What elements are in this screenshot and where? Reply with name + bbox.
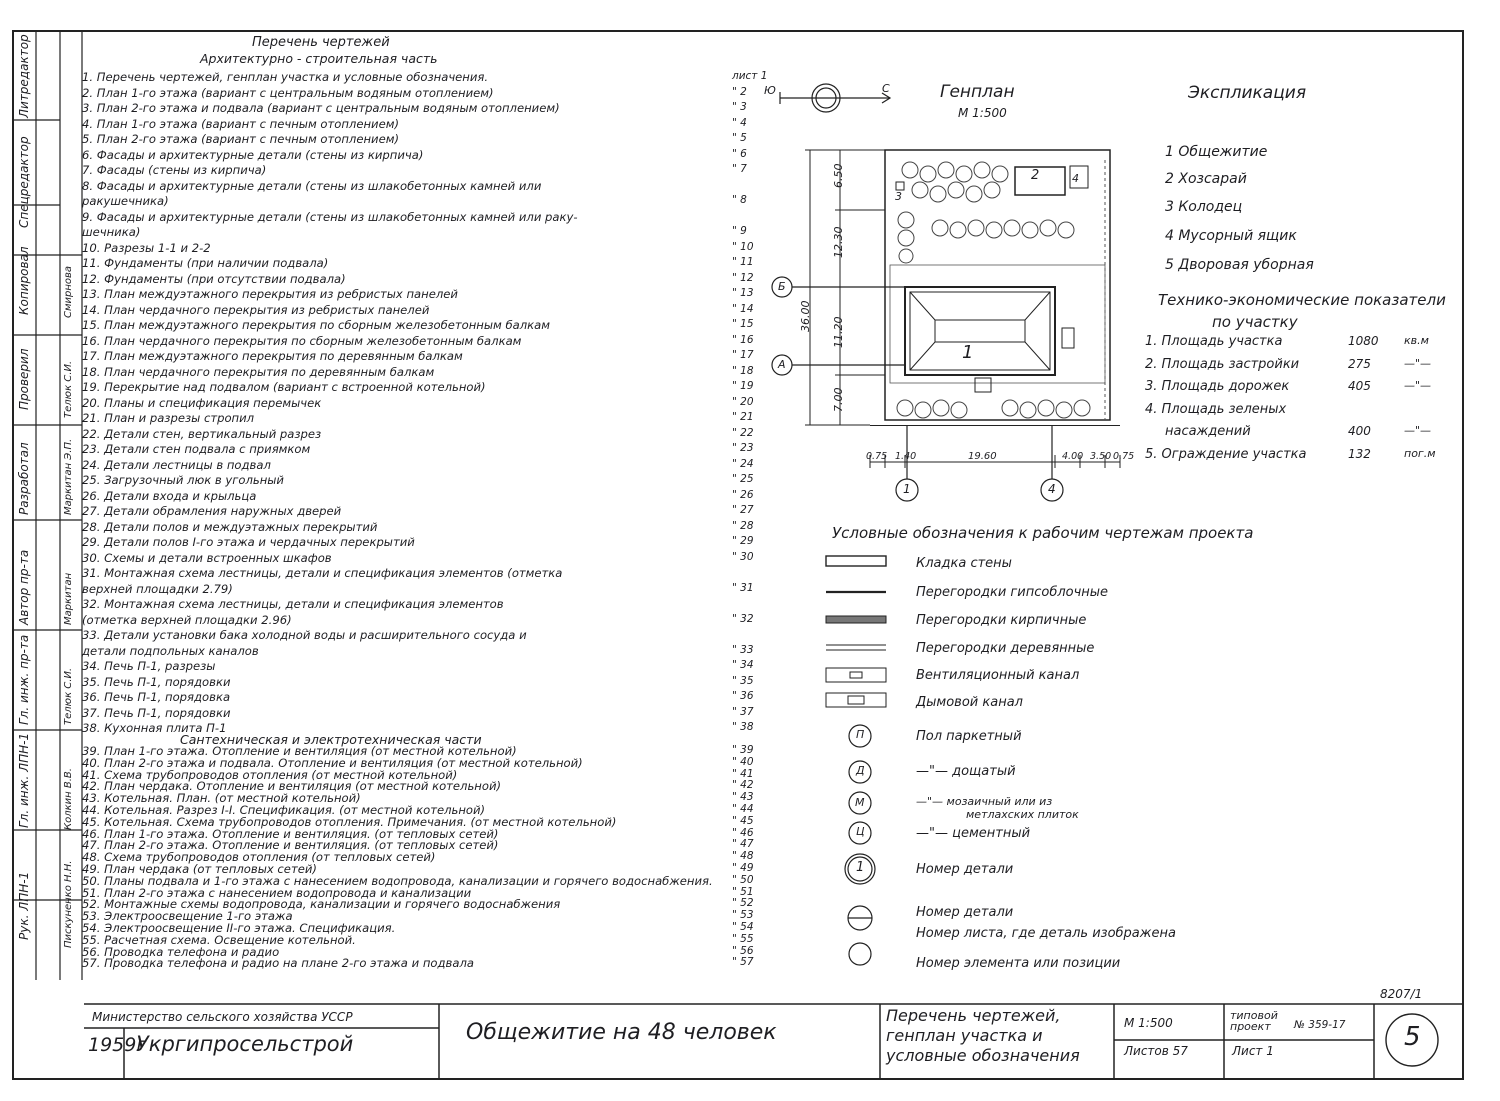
drawing-list-item-page: " 42 <box>732 779 754 792</box>
drawing-list-item <box>82 101 762 115</box>
tech-row-value: 400 <box>1348 424 1371 438</box>
tech-row-unit: —"— <box>1404 379 1432 392</box>
floor-label: —"— дощатый <box>916 764 1016 779</box>
drawing-list-item <box>82 70 768 84</box>
drawing-list-item-page: " 23 <box>732 442 754 454</box>
drawing-list-item-page: " 12 <box>732 271 754 284</box>
drawing-list-item-page: " 14 <box>732 302 754 315</box>
drawing-list-item-page: " 16 <box>732 333 754 346</box>
drawing-list-item-page: " 4 <box>732 116 747 129</box>
drawing-list-item-text: 22. Детали стен, вертикальный разрез <box>82 426 322 441</box>
drawing-list-item-page: " 38 <box>732 721 754 733</box>
floor-symbol: М <box>855 796 865 809</box>
drawing-list-item-text: 8. Фасады и архитектурные детали (стены из шлакобетонных камней или <box>82 178 542 193</box>
drawing-list-item-text: 50. Планы подвала и 1-го этажа с нанесением водопровода, канализации и горячего водоснабжения. <box>82 873 713 888</box>
dim-h-0: 0.75 <box>866 451 888 462</box>
drawing-list-item-page: " 33 <box>732 643 754 656</box>
drawing-list-item-page: " 40 <box>732 755 754 768</box>
explication-item: 5 Дворовая уборная <box>1165 257 1314 273</box>
drawing-list-item-page: " 53 <box>732 909 754 922</box>
drawing-list-item <box>82 551 762 565</box>
tech-row-unit: —"— <box>1404 424 1432 437</box>
drawing-list-item <box>82 458 762 472</box>
dim-v-3: 7.00 <box>832 387 845 412</box>
floor-label: метлахских плиток <box>966 808 1079 821</box>
genplan-scale: М 1:500 <box>958 106 1007 120</box>
drawing-list-item-text: 16. План чердачного перекрытия по сборным железобетонным балкам <box>82 333 522 348</box>
drawing-list-item <box>82 148 762 162</box>
drawing-list-item-text: 56. Проводка телефона и радио <box>82 944 280 959</box>
drawing-list-item-text: верхней площадки 2.79) <box>82 581 233 596</box>
drawing-list-item-text: 14. План чердачного перекрытия из ребристых панелей <box>82 302 430 317</box>
side-role-8: Рук. ЛПН-1 <box>17 871 31 940</box>
explication-title: Экспликация <box>1188 83 1307 103</box>
detail-label: Номер детали <box>916 862 1014 877</box>
drawing-list-item <box>82 659 762 673</box>
drawing-list-item-page: " 48 <box>732 850 754 863</box>
legend-title: Условные обозначения к рабочим чертежам проекта <box>832 524 1254 542</box>
sheet-title-line-1: Перечень чертежей, <box>886 1006 1061 1025</box>
dim-h-2: 19.60 <box>968 451 997 462</box>
drawing-list-item-text: 35. Печь П-1, порядовки <box>82 674 231 689</box>
drawing-list-item-page: " 15 <box>732 318 754 330</box>
drawing-list-item-text: 53. Электроосвещение 1-го этажа <box>82 909 293 924</box>
drawing-list-item-page: " 28 <box>732 519 754 532</box>
drawing-list-item <box>82 690 762 704</box>
corner-stamp: 8207/1 <box>1380 987 1423 1001</box>
drawing-list-item-text: шечника) <box>82 225 141 239</box>
drawing-list-item-page: " 47 <box>732 838 754 851</box>
drawing-list-item-page: " 35 <box>732 674 754 687</box>
drawing-list-item <box>82 256 762 270</box>
drawing-list-item-text: 18. План чердачного перекрытия по деревянным балкам <box>82 364 435 379</box>
drawing-list-item-page: " 56 <box>732 944 754 957</box>
drawing-list-item-page: " 13 <box>732 287 754 299</box>
drawing-list-item-page: " 39 <box>732 744 754 756</box>
drawing-list-item-page: " 49 <box>732 862 754 874</box>
drawing-list-item <box>82 473 762 487</box>
list-title: Перечень чертежей <box>252 35 390 50</box>
drawing-list-item-page: " 29 <box>732 535 754 547</box>
drawing-list-item-page: " 46 <box>732 826 754 839</box>
drawing-list-item-text: 13. План междуэтажного перекрытия из ребристых панелей <box>82 287 458 301</box>
drawing-list-item-page: " 57 <box>732 956 754 969</box>
side-role-4: Разработал <box>17 442 31 515</box>
drawing-list-item-page: " 8 <box>732 194 747 206</box>
tech-row-name: 2. Площадь застройки <box>1145 356 1300 372</box>
detail-mark: 1 <box>856 860 865 875</box>
drawing-list-item-text: 41. Схема трубопроводов отопления (от местной котельной) <box>82 767 458 782</box>
drawing-list-item-page: " 45 <box>732 814 754 827</box>
drawing-list-item <box>82 349 762 363</box>
drawing-list-item <box>82 582 762 596</box>
drawing-list-item-text: 2. План 1-го этажа (вариант с центральным водяным отоплением) <box>82 85 494 100</box>
dim-h-1: 1.40 <box>895 451 917 462</box>
tech-row-value: 1080 <box>1348 334 1379 348</box>
drawing-list-item <box>82 489 762 503</box>
drawing-list-item-text: 29. Детали полов I-го этажа и чердачных перекрытий <box>82 535 415 549</box>
drawing-list-item <box>82 287 762 301</box>
tech-row-unit: —"— <box>1404 356 1432 370</box>
drawing-list-item-page: " 36 <box>732 690 754 702</box>
drawing-list-item-page: " 3 <box>732 101 747 113</box>
title-scale: М 1:500 <box>1124 1016 1173 1030</box>
drawing-list-item-text: 38. Кухонная плита П-1 <box>82 721 227 735</box>
drawing-list-item-text: 10. Разрезы 1-1 и 2-2 <box>82 240 211 255</box>
side-role-7: Гл. инж. ЛПН-1 <box>17 732 31 828</box>
dim-h-3: 4.00 <box>1062 451 1084 462</box>
drawing-list-item-text: 36. Печь П-1, порядовка <box>82 690 231 704</box>
genplan-title: Генплан <box>940 82 1015 102</box>
sheet-number: Лист 1 <box>1232 1044 1274 1058</box>
tech-row-unit: пог.м <box>1404 446 1436 460</box>
drawing-list-item-page: " 17 <box>732 349 754 361</box>
drawing-list-item-text: 6. Фасады и архитектурные детали (стены из кирпича) <box>82 147 424 162</box>
year: 1959г <box>88 1034 147 1056</box>
drawing-list-item <box>82 365 762 379</box>
drawing-list-item-text: 54. Электроосвещение II-го этажа. Спецификация. <box>82 921 396 935</box>
drawing-list-item-page: " 20 <box>732 395 754 408</box>
drawing-list-item-text: 33. Детали установки бака холодной воды и расширительного сосуда и <box>82 628 527 642</box>
side-name-2: Маркитан Э.П. <box>63 438 74 515</box>
drawing-list-item-text: 7. Фасады (стены из кирпича) <box>82 163 267 177</box>
floor-symbol: П <box>856 728 865 741</box>
drawing-list-item <box>82 520 762 534</box>
list-arch-heading: Архитектурно - строительная часть <box>200 51 438 66</box>
side-name-0: Смирнова <box>63 265 74 318</box>
drawing-list-item-text: 4. План 1-го этажа (вариант с печным отоплением) <box>82 116 399 131</box>
explication-item: 3 Колодец <box>1165 199 1243 215</box>
legend-item: Дымовой канал <box>916 695 1023 710</box>
drawing-list-item <box>82 427 762 441</box>
drawing-list-item-text: 15. План междуэтажного перекрытия по сборным железобетонным балкам <box>82 318 550 332</box>
floor-symbols <box>830 718 890 978</box>
tech-subtitle: по участку <box>1212 313 1298 331</box>
drawing-list-item <box>82 597 762 611</box>
floor-label: Пол паркетный <box>916 729 1022 744</box>
drawing-list-item <box>82 318 762 332</box>
typical-project-label: типовой проект <box>1230 1009 1278 1033</box>
side-role-1: Спецредактор <box>17 136 31 228</box>
axis-a-label: А <box>778 358 786 371</box>
drawing-list-item-text: ракушечника) <box>82 194 169 208</box>
shed-number: 2 <box>1031 168 1040 183</box>
drawing-list-item-page: " 32 <box>732 612 754 625</box>
drawing-list-item-page: " 6 <box>732 147 747 160</box>
drawing-list-item-page: " 52 <box>732 897 754 910</box>
drawing-list-item-page: " 30 <box>732 550 754 563</box>
drawing-list-item-text: 27. Детали обрамления наружных дверей <box>82 504 342 518</box>
drawing-list-item-text: 43. Котельная. План. (от местной котельной) <box>82 791 361 806</box>
drawing-list-item-page: " 10 <box>732 240 754 253</box>
drawing-list-item-page: " 54 <box>732 921 754 933</box>
drawing-list-item <box>82 179 762 193</box>
drawing-list-item-page: лист 1 <box>732 70 768 82</box>
drawing-list-item-text: 30. Схемы и детали встроенных шкафов <box>82 550 332 565</box>
drawing-list-item-page: " 18 <box>732 364 754 377</box>
side-name-1: Телюк С.И. <box>63 360 74 418</box>
tech-row-name: 5. Ограждение участка <box>1145 446 1307 462</box>
drawing-list-item <box>82 566 762 580</box>
drawing-list-item-page: " 25 <box>732 473 754 485</box>
drawing-list-item-text: 11. Фундаменты (при наличии подвала) <box>82 256 329 270</box>
side-role-0: Литредактор <box>17 34 31 118</box>
drawing-list-item-page: " 50 <box>732 873 754 886</box>
drawing-list-item-text: 47. План 2-го этажа. Отопление и вентиляция. (от тепловых сетей) <box>82 838 499 853</box>
drawing-list-item-text: 45. Котельная. Схема трубопроводов отопления. Примечания. (от местной котельной) <box>82 814 617 829</box>
drawing-list-item-text: 49. План чердака (от тепловых сетей) <box>82 862 317 876</box>
explication-item: 2 Хозсарай <box>1165 171 1247 187</box>
side-name-3: Маркитан <box>63 572 74 625</box>
legend-item: Вентиляционный канал <box>916 668 1080 683</box>
drawing-list-item <box>82 628 762 642</box>
bin-number: 4 <box>1072 172 1079 185</box>
drawing-list-item-text: 1. Перечень чертежей, генплан участка и условные обозначения. <box>82 70 489 84</box>
floor-label: —"— мозаичный или из <box>916 795 1053 808</box>
side-role-2: Копировал <box>17 246 31 315</box>
tech-row-name: 4. Площадь зеленых <box>1145 401 1287 417</box>
sheets-count: Листов 57 <box>1124 1044 1188 1058</box>
drawing-list-item-text: 20. Планы и спецификация перемычек <box>82 395 322 410</box>
drawing-list-item-text: 25. Загрузочный люк в угольный <box>82 473 284 487</box>
drawing-list-item-page: " 27 <box>732 504 754 516</box>
legend-item: Перегородки кирпичные <box>916 613 1087 628</box>
drawing-list-item <box>82 194 762 208</box>
drawing-list-item-page: " 24 <box>732 457 754 470</box>
drawing-list-item-page: " 41 <box>732 767 754 780</box>
drawing-list-item <box>82 613 762 627</box>
sheet-title-line-2: генплан участка и <box>886 1026 1043 1045</box>
tech-title: Технико-экономические показатели <box>1158 291 1446 309</box>
dim-total: 36.00 <box>799 300 812 332</box>
tech-row-name: насаждений <box>1165 424 1251 439</box>
drawing-list-item <box>82 210 762 224</box>
drawing-list-item-text: 34. Печь П-1, разрезы <box>82 659 216 673</box>
project-title: Общежитие на 48 человек <box>466 1020 777 1045</box>
drawing-list-item-text: 28. Детали полов и междуэтажных перекрытий <box>82 519 378 534</box>
dim-h-5: 0.75 <box>1113 451 1135 462</box>
drawing-list-item <box>82 86 762 100</box>
drawing-list-item-page: " 7 <box>732 163 747 175</box>
tech-row-value: 405 <box>1348 379 1371 393</box>
tech-row-name: 3. Площадь дорожек <box>1145 379 1290 394</box>
side-name-5: Колкин В.В. <box>63 768 74 830</box>
project-number: № 359-17 <box>1294 1019 1346 1031</box>
compass-south-label: С <box>882 82 890 95</box>
drawing-list-item-text: 51. План 2-го этажа с нанесением водопровода и канализации <box>82 885 472 900</box>
drawing-list-item-text: 46. План 1-го этажа. Отопление и вентиляция. (от тепловых сетей) <box>82 826 499 841</box>
building-number: 1 <box>962 342 974 363</box>
legend-symbols <box>820 550 900 710</box>
drawing-list-item-page: " 21 <box>732 411 754 423</box>
legend-item: Перегородки деревянные <box>916 641 1095 656</box>
side-role-5: Автор пр-та <box>17 549 31 625</box>
drawing-list-item-text: 48. Схема трубопроводов отопления (от тепловых сетей) <box>82 850 436 865</box>
tech-row-value: 275 <box>1348 356 1371 371</box>
drawing-list-item-text: 9. Фасады и архитектурные детали (стены из шлакобетонных камней или раку- <box>82 209 578 224</box>
drawing-list-item <box>82 956 762 970</box>
drawing-list-item <box>82 225 762 239</box>
drawing-list-item <box>82 272 762 286</box>
dim-h-4: 3.50 <box>1090 451 1112 462</box>
drawing-list-item-text: 57. Проводка телефона и радио на плане 2-го этажа и подвала <box>82 956 474 971</box>
side-name-4: Телюк С.И. <box>63 667 74 725</box>
drawing-list-item-page: " 11 <box>732 256 754 268</box>
floor-symbol: Д <box>856 764 865 777</box>
side-name-6: Пискуненко Н.Н. <box>63 860 74 948</box>
detail-label-2: Номер детали <box>916 905 1014 920</box>
drawing-list-item-text: 17. План междуэтажного перекрытия по деревянным балкам <box>82 349 463 363</box>
genplan-drawing <box>740 70 1160 510</box>
drawing-list-item-page: " 37 <box>732 705 754 718</box>
axis-4-label: 4 <box>1048 482 1056 496</box>
side-role-6: Гл. инж. пр-та <box>17 634 31 725</box>
drawing-list-item <box>82 303 762 317</box>
drawing-list-item-text: 12. Фундаменты (при отсутствии подвала) <box>82 271 346 286</box>
drawing-list-item <box>82 163 762 177</box>
floor-label: —"— цементный <box>916 826 1031 841</box>
drawing-list-item-text: 55. Расчетная схема. Освещение котельной. <box>82 932 356 947</box>
drawing-list-item <box>82 117 762 131</box>
organization: Укргипросельстрой <box>136 1032 354 1056</box>
drawing-list-item <box>82 411 762 425</box>
drawing-list-item-page: " 44 <box>732 803 754 815</box>
drawing-list-item-text: детали подпольных каналов <box>82 643 259 658</box>
drawing-list-item <box>82 706 762 720</box>
drawing-list-item-text: (отметка верхней площадки 2.96) <box>82 612 292 627</box>
drawing-list-item <box>82 380 762 394</box>
dim-v-0: 6.50 <box>832 163 845 188</box>
drawing-list-item <box>82 675 762 689</box>
sheet-label: Номер листа, где деталь изображена <box>916 926 1176 941</box>
compass-north-label: Ю <box>764 84 776 97</box>
drawing-list-item-text: 21. План и разрезы стропил <box>82 411 255 425</box>
drawing-list-item <box>82 504 762 518</box>
drawing-list-item <box>82 644 762 658</box>
drawing-list-item <box>82 396 762 410</box>
drawing-list-item-text: 42. План чердака. Отопление и вентиляция (от местной котельной) <box>82 779 502 794</box>
drawing-list-item-page: " 19 <box>732 380 754 392</box>
drawing-list-item-page: " 9 <box>732 225 747 237</box>
drawing-list-item-text: 44. Котельная. Разрез I-I. Спецификация. (от местной котельной) <box>82 803 486 817</box>
drawing-list-item <box>82 241 762 255</box>
drawing-list-item-text: 31. Монтажная схема лестницы, детали и спецификация элементов (отметка <box>82 566 563 580</box>
page-circle-number: 5 <box>1404 1022 1421 1052</box>
floor-symbol: Ц <box>856 825 865 838</box>
drawing-list-item-text: 39. План 1-го этажа. Отопление и вентиляция (от местной котельной) <box>82 744 517 758</box>
drawing-list-item-text: 40. План 2-го этажа и подвала. Отопление и вентиляция (от местной котельной) <box>82 755 583 770</box>
drawing-list-item-page: " 22 <box>732 426 754 439</box>
explication-item: 4 Мусорный ящик <box>1165 228 1297 244</box>
drawing-list-item-text: 3. План 2-го этажа и подвала (вариант с центральным водяным отоплением) <box>82 101 560 115</box>
drawing-list-item-page: " 31 <box>732 581 754 594</box>
drawing-list-item-text: 5. План 2-го этажа (вариант с печным отоплением) <box>82 132 399 146</box>
drawing-list-item <box>82 442 762 456</box>
drawing-list-item-page: " 51 <box>732 885 754 898</box>
explication-item: 1 Общежитие <box>1165 144 1268 160</box>
tech-row-name: 1. Площадь участка <box>1145 334 1283 349</box>
drawing-list-item-text: 26. Детали входа и крыльца <box>82 488 257 503</box>
tech-row-unit: кв.м <box>1404 334 1429 347</box>
drawing-list-item-text: 24. Детали лестницы в подвал <box>82 457 271 472</box>
drawing-list-item-page: " 43 <box>732 791 754 804</box>
drawing-list-item-page: " 26 <box>732 488 754 501</box>
drawing-list-item-page: " 5 <box>732 132 747 144</box>
axis-1-label: 1 <box>903 482 911 496</box>
drawing-list-item <box>82 535 762 549</box>
well-number: 3 <box>895 190 902 203</box>
list-san-heading: Сантехническая и электротехническая части <box>180 732 482 747</box>
dim-v-2: 11.20 <box>832 316 845 348</box>
dim-v-1: 12.30 <box>832 226 845 258</box>
sheet-title-line-3: условные обозначения <box>886 1046 1080 1065</box>
drawing-list-item-page: " 55 <box>732 932 754 945</box>
drawing-list-item <box>82 334 762 348</box>
drawing-list-item-text: 23. Детали стен подвала с приямком <box>82 442 311 456</box>
legend-item: Перегородки гипсоблочные <box>916 585 1109 600</box>
drawing-list-item-page: " 2 <box>732 85 747 98</box>
drawing-list-item-text: 52. Монтажные схемы водопровода, канализации и горячего водоснабжения <box>82 897 561 912</box>
element-label: Номер элемента или позиции <box>916 956 1121 971</box>
axis-b-label: Б <box>778 280 786 293</box>
side-role-3: Проверил <box>17 348 31 410</box>
drawing-list-item-text: 19. Перекрытие над подвалом (вариант с встроенной котельной) <box>82 380 486 394</box>
drawing-list-item-page: " 34 <box>732 659 754 671</box>
legend-item: Кладка стены <box>916 556 1012 571</box>
drawing-list-item-text: 32. Монтажная схема лестницы, детали и спецификация элементов <box>82 597 504 611</box>
drawing-list-item-text: 37. Печь П-1, порядовки <box>82 705 231 720</box>
drawing-list-item <box>82 132 762 146</box>
tech-row-value: 132 <box>1348 446 1371 461</box>
ministry: Министерство сельского хозяйства УССР <box>92 1010 353 1024</box>
